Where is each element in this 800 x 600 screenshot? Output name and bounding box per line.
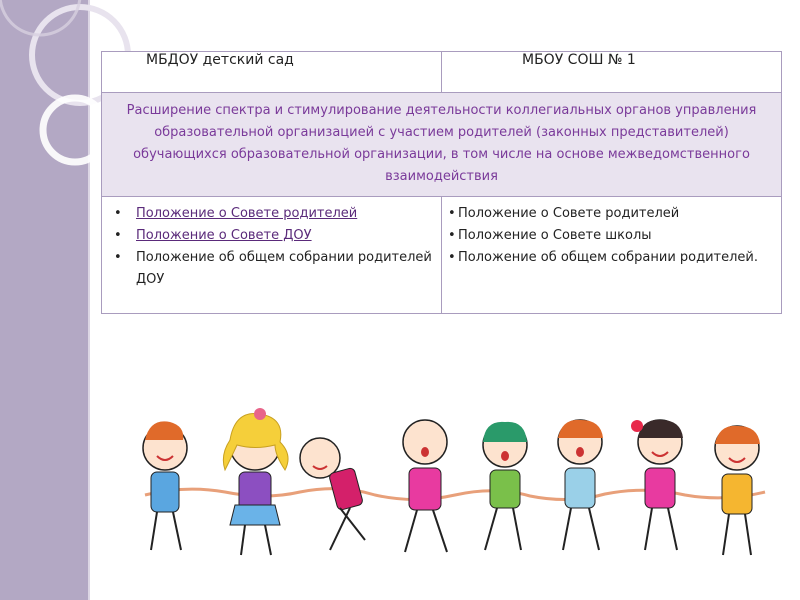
doc-school-council: • Положение о Совете школы	[448, 225, 775, 247]
table-header-row	[102, 52, 782, 93]
school-documents-list	[448, 203, 775, 269]
doc-link-dou-council[interactable]: • Положение о Совете ДОУ	[136, 225, 435, 247]
children-holding-hands-icon	[125, 400, 785, 570]
header-col-school: МБОУ СОШ № 1	[442, 52, 782, 93]
header-col-kindergarten: МБДОУ детский сад	[102, 52, 442, 93]
documents-row	[102, 197, 782, 314]
doc-general-meeting-school: • Положение об общем собрании родителей.	[448, 247, 775, 269]
merged-description-row	[102, 93, 782, 197]
school-documents-cell	[442, 197, 782, 314]
doc-general-meeting: • Положение об общем собрании родителей ДОУ	[136, 247, 435, 291]
doc-link-parents-council[interactable]: • Положение о Совете родителей	[136, 203, 435, 225]
kindergarten-documents-list	[108, 203, 435, 291]
merged-description-text: Расширение спектра и стимулирование деятельности коллегиальных органов управления образовательной организацией с участием родителей (законных представителей) обучающихся образовательной организации, в том числе на основе межведомственного взаимодействия	[102, 93, 782, 197]
comparison-table	[101, 51, 782, 314]
doc-parents-council: • Положение о Совете родителей	[448, 203, 775, 225]
kindergarten-documents-cell	[102, 197, 442, 314]
